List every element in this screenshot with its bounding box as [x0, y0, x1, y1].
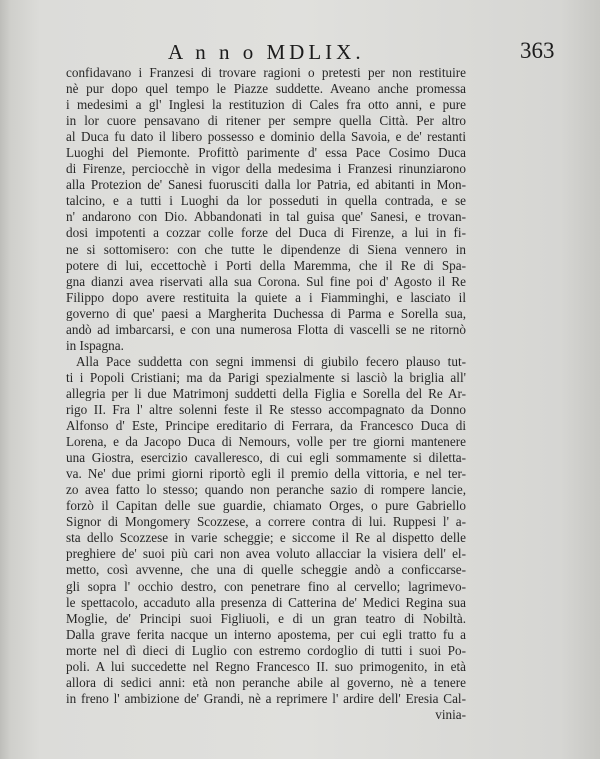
text-line: Alfonso d' Este, Principe ereditario di Ferrara, da Francesco Duca di — [66, 418, 466, 434]
text-line: n' andarono con Dio. Abbandonati in tal guisa que' Sanesi, e trovan- — [66, 209, 466, 225]
text-line: talcino, e a tutti i Luoghi da lor posseduti in quella contrada, e se — [66, 193, 466, 209]
text-line: in Ispagna. — [66, 337, 124, 353]
text-line: Lorena, e da Jacopo Duca di Nemours, volle per tre giorni mantenere — [66, 434, 466, 450]
text-line: alla Protezion de' Sanesi fuorusciti dalla lor Patria, ed abitanti in Mon- — [66, 177, 466, 193]
text-line: dosi impotenti a cozzar colle forze del Duca di Firenze, a lui in fi- — [66, 225, 466, 241]
text-line: zo avea fatto lo stesso; quando non peranche sazio di rompere lancie, — [66, 482, 466, 498]
text-line: morte nel dì dieci di Luglio con estremo cordoglio di tutti i suoi Po- — [66, 642, 466, 658]
text-line: al Duca fu dato il libero possesso e dominio della Savoia, e de' restanti — [66, 129, 466, 145]
text-line: poli. A lui succedette nel Regno Francesco II. suo primogenito, in età — [66, 658, 466, 674]
text-line: ne si sottomisero: con che tutte le dipendenze di Siena vennero in — [66, 241, 466, 257]
text-line: in freno l' ambizione de' Grandi, nè a reprimere l' ardire dell' Eresia Cal- — [66, 690, 466, 706]
catchword: vinia- — [435, 706, 466, 722]
text-line: andò ad imbarcarsi, e con una numerosa Flotta di vascelli se ne ritornò — [66, 321, 466, 337]
text-line: confidavano i Franzesi di trovare ragioni o pretesti per non restituire — [66, 65, 466, 80]
text-line: governo di que' paesi a Margherita Duchessa di Parma e Sorella sua, — [66, 305, 466, 321]
text-line: Luoghi del Piemonte. Profittò parimente d' essa Pace Cosimo Duca — [66, 145, 466, 161]
text-line: preghiere de' suoi più cari non avea voluto allacciar la visiera dell' el- — [66, 546, 466, 562]
text-line: forzò il Capitan delle sue guardie, chiamato Orges, o pure Gabriello — [66, 498, 466, 514]
text-line: di Firenze, perciocchè in vigor della medesima i Franzesi rinunziarono — [66, 161, 466, 177]
text-line: in lor cuore pensavano di ritener per sempre quella Città. Per altro — [66, 113, 466, 129]
text-line: sta dello Scozzese in varie scheggie; e siccome il Re al dispetto delle — [66, 530, 466, 546]
body-text — [66, 65, 466, 723]
text-line: metto, così avvenne, che una di quelle scheggie andò a conficcarse- — [66, 562, 466, 578]
text-line: allora di sedici anni: età non peranche abile al governo, nè a tenere — [66, 674, 466, 690]
text-line: allegria per li due Matrimonj suddetti della Figlia e Sorella del Re Ar- — [66, 385, 466, 401]
text-line: gli sopra l' occhio destro, con penetrare fino al cervello; lagrimevo- — [66, 578, 466, 594]
text-line: Dalla grave ferita nacque un interno apostema, per cui egli tratto fu a — [66, 626, 466, 642]
text-line: gna dianzi avea riservati alla sua Corona. Sul fine poi d' Agosto il Re — [66, 273, 466, 289]
text-line: le spettacolo, accaduto alla presenza di Catterina de' Medici Regina sua — [66, 594, 466, 610]
text-line: nè pur dopo quel tempo le Piazze suddette. Aveano anche promessa — [66, 81, 466, 97]
text-line: ti i Popoli Cristiani; ma da Parigi spezialmente si lasciò la briglia all' — [66, 369, 466, 385]
text-line: Signor di Mongomery Scozzese, a correre contra di lui. Ruppesi l' a- — [66, 514, 466, 530]
text-line: i medesimi a gl' Inglesi la restituzion di Cales fra otto anni, e pure — [66, 97, 466, 113]
text-line: Moglie, de' Principi suoi Figliuoli, e di un gran teatro di Nobiltà. — [66, 610, 466, 626]
text-line: una Giostra, esercizio cavalleresco, di cui egli sommamente si diletta- — [66, 450, 466, 466]
text-line: Filippo dopo avere restituita la quiete a i Fiamminghi, e lasciato il — [66, 289, 466, 305]
text-line: potere di lui, eccettochè i Porti della Maremma, che il Re di Spa- — [66, 257, 466, 273]
text-line: rigo II. Fra l' altre solenni feste il Re stesso accompagnato da Donno — [66, 401, 466, 417]
page-number: 363 — [520, 38, 555, 63]
text-line: va. Ne' due primi giorni riportò egli il premio della vittoria, e nel ter- — [66, 466, 466, 482]
running-head: A n n o MDLIX. — [168, 40, 365, 64]
text-line: Alla Pace suddetta con segni immensi di giubilo fecero plauso tut- — [76, 353, 466, 369]
